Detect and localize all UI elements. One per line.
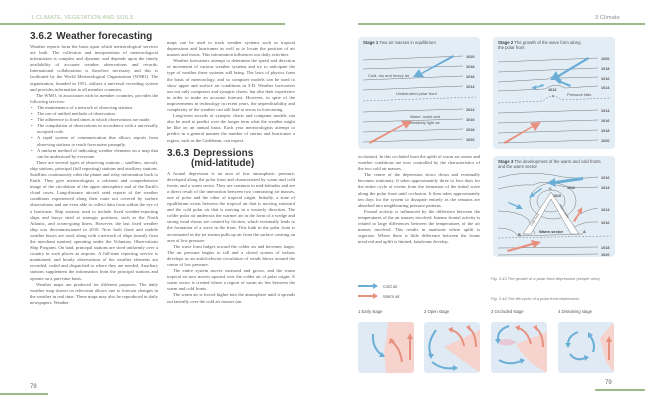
- column-2: [167, 40, 295, 305]
- cold-front-label: Cold front: [529, 212, 541, 227]
- arrowhead: [584, 355, 589, 361]
- section-number: 3.6.2: [30, 31, 53, 42]
- isobar-line: [573, 222, 598, 228]
- column-1: [30, 32, 158, 306]
- section-heading-362: [30, 32, 158, 42]
- footer-rule-left: [0, 393, 48, 395]
- section-title: Depressions: [193, 147, 254, 159]
- point-a-label: A: [583, 230, 586, 234]
- isobar-line: [498, 247, 598, 248]
- arrowhead: [515, 325, 520, 331]
- warm-air-region: [600, 322, 614, 373]
- isobar-value: 1016: [601, 77, 610, 81]
- isobar-value: 1014: [601, 208, 610, 212]
- isobar-line: [498, 68, 598, 72]
- stage2-diagram: [493, 37, 615, 149]
- paragraph: The wave form bulges toward the colder air and becomes larger. The air pressure begins to fall and a closed system of isobars develops as an anticlockwise circulation of winds blows around the centre of low pressure.: [167, 243, 295, 267]
- centre-label: C: [549, 187, 552, 191]
- stage-description: The growth of the wave form along: [514, 40, 581, 45]
- early-stage-diagram: [358, 322, 414, 373]
- section-number: 3.6.3: [167, 147, 190, 159]
- front-label: Undisturbed polar front: [396, 91, 437, 96]
- arrowhead: [466, 325, 470, 331]
- warm-sector-base: [518, 234, 583, 236]
- isobar-line: [498, 130, 598, 133]
- legend: [358, 281, 400, 301]
- cold-flow-arrow: [590, 336, 594, 352]
- occluded-stage-diagram: [491, 322, 547, 373]
- cold-flow-arrow: [432, 362, 454, 368]
- left-page: [0, 0, 322, 403]
- cold-air-arrow: [413, 55, 454, 77]
- page-number-right: 79: [605, 380, 612, 386]
- lifecycle-occluded-stage: [491, 322, 547, 373]
- stage3-isobar-map: [493, 156, 615, 257]
- list-item: • The adherence to fixed times at which observations are made.: [37, 117, 158, 123]
- isobar-value: 1020: [601, 57, 610, 61]
- warm-sector-fronts: [523, 192, 579, 234]
- legend-warm-label: Warm air: [383, 293, 400, 299]
- header-rule-right: [358, 23, 645, 25]
- isobar-line: [498, 110, 598, 113]
- lifecycle-early-stage: [358, 322, 414, 373]
- right-page-text: [358, 154, 480, 245]
- isobar-value: 1014: [466, 108, 475, 112]
- inner-isobar-value: 1010: [553, 194, 561, 198]
- isobar-value: 1018: [466, 128, 475, 132]
- section-title: Weather forecasting: [56, 31, 153, 42]
- isobar-line: [498, 254, 598, 255]
- isobar-line: [363, 66, 463, 69]
- paragraph: Weather reports form the basis upon which meteorological services are built. The collection and interpretation of meteorological information is complex and dynamic and depends upon the timely availability of accurate weather observations and records. International collaboration is therefore necessary and this is facilitated by the World Meteorological Organization (WMO). The organization, founded in 1951, utilizes a universal recording system and provides information to all member countries.: [30, 44, 158, 92]
- dissolving-stage-diagram: [558, 322, 614, 373]
- occlusion-region: [499, 339, 517, 346]
- isobar-value: 1020: [601, 139, 610, 143]
- legend-warm: [358, 291, 400, 301]
- pressure-falls-label: Pressure falls: [567, 92, 592, 97]
- isobar-value: 1018: [601, 67, 610, 71]
- cold-air-arrow-small: [555, 79, 571, 87]
- cold-flow-arrow: [570, 354, 585, 359]
- stage1-diagram: [358, 37, 480, 149]
- cold-flow-arrow: [499, 360, 521, 363]
- cold-flow-arrow: [373, 334, 382, 355]
- stage-label: Stage 2: [498, 40, 514, 45]
- paragraph: occlusion). In this occluded front the uplift of warm air ceases and weather conditions are now controlled by the characteristics of the two cold air masses.: [358, 154, 480, 172]
- isobar-line: [363, 129, 463, 132]
- paragraph: Frontal activity is influenced by the difference between the temperatures of the air masses involved. Intense frontal activity is related to large differences between the temperatures of the air masses involved. This results in anafronts where uplift is vigorous. Where there is little difference between the fronts involved and uplift is limited, katafronts develop.: [358, 208, 480, 245]
- list-item: • A uniform method of indicating weather elements on a map that can be understood by everyone.: [37, 148, 158, 160]
- warm-air-arrow-small: [573, 207, 582, 222]
- warm-air-arrow: [504, 122, 541, 144]
- arrowhead: [448, 327, 453, 333]
- paragraph: The centre of the depression slows down and eventually becomes stationary. It takes approximately three to four days for the entire cycle of events from the formation of the initial wave along the polar front until occlusion. It then takes approximately ten days for the system to dissipate entirely as the remains are absorbed into neighbouring pressure patterns.: [358, 172, 480, 208]
- stage-label: Stage 3: [498, 159, 514, 164]
- isobar-line: [498, 76, 598, 82]
- isobar-line: [363, 86, 463, 90]
- stage-description: and the warm sector: [498, 164, 537, 169]
- paragraph: There are several types of observing stations – satellites, aircraft, ship stations, principal (full reporting) stations and auxiliary stations. Satellites continuously orbit the planet and relay information back to Earth. They give meteorologists a coherent and comprehensive image of the circulation of the upper atmosphere and of the Earth's cloud cover. Long-distance aircraft send reports of the weather conditions experienced along their route not covered by surface observations and are even able to collect data from within the eye of a hurricane. Ship stations used to include fixed weather-reporting ships and buoys sited at strategic positions, such as the North Atlantic, and ocean-going liners. However, the last fixed weather ship was decommissioned in 2010. Now both fixed and mobile weather buoys are used, along with a network of ships (mostly from the merchant marine) operating under the Voluntary Observations Ship Program. On land, principal stations are sited uniformly over a country in such places as airports. A full-time reporting service is maintained, and hourly observations of the weather elements are recorded, coded and dispatched to where they are needed. Auxiliary stations supplement the information from the principal stations and operate on a part-time basis.: [30, 159, 158, 281]
- polar-front-line: [498, 96, 611, 103]
- paragraph: Long-term records of synoptic charts and computer models can also be used to predict over the longer term what the weather might be like on an annual basis. Each year meteorologists attempt to predict in a general manner the number of storms and hurricanes a region, such as the Caribbean, can expect.: [167, 113, 295, 143]
- paragraph: maps can be used to track weather systems such as tropical depressions and hurricanes as well as to locate the position of air masses and fronts. This information influences our daily activities.: [167, 40, 295, 58]
- warm-air-arrow: [507, 240, 541, 252]
- warm-air-label-2: relatively light air: [410, 120, 440, 125]
- stage-description: the polar front: [498, 45, 525, 50]
- stage1-isobar-map: [358, 37, 480, 149]
- cold-flow-arrow: [429, 330, 436, 355]
- polar-front-line: [498, 236, 611, 238]
- isobar-value: 1014: [601, 186, 610, 190]
- section-heading-363: [167, 149, 295, 169]
- arrowhead: [428, 354, 434, 359]
- header-rule-left: [0, 23, 285, 25]
- warm-arrow-icon: [358, 293, 380, 299]
- running-head-left: 1 CLIMATE, VEGETATION AND SOILS: [31, 15, 134, 21]
- low-pressure-value: 1012: [548, 88, 557, 92]
- figure-caption-344: Fig. 3.44 The life-cycle of a polar front depression.: [491, 296, 580, 301]
- paragraph: The entire system moves eastward and grows, and the warm tropical air now moves upward over the colder air of polar origin. A warm sector is created where a region of warm air lies between the warm and cold fronts.: [167, 268, 295, 292]
- isobar-value: 1016: [601, 119, 610, 123]
- cold-air-arrow-small: [508, 202, 523, 209]
- stage3-diagram: [493, 156, 615, 257]
- right-page: [323, 0, 645, 403]
- low-centre-marker: [552, 95, 554, 97]
- isobar-value: 1020: [601, 253, 610, 257]
- footer-rule-right: [595, 389, 645, 391]
- stage-description: The development of the warm and cold fronts: [514, 159, 601, 164]
- stage2-isobar-map: [493, 37, 615, 149]
- warm-air-label-1: Warm, moist and: [410, 114, 441, 119]
- arrowhead: [533, 325, 537, 331]
- list-item: • The use of unified methods of observation.: [37, 111, 158, 117]
- isobar-value: 1018: [601, 246, 610, 250]
- cold-arrow-icon: [358, 283, 380, 289]
- isobar-value: 1014: [601, 86, 610, 90]
- warm-sector-label: Warm sector: [539, 229, 564, 234]
- list-item: • A rapid system of communication that allows reports from observing stations to reach forecasters promptly.: [37, 135, 158, 147]
- arrowhead: [565, 343, 571, 348]
- lifecycle-label-2: 2 Open stage: [424, 309, 450, 314]
- isobar-value: 1020: [466, 138, 475, 142]
- services-list: [30, 105, 158, 160]
- stage-label: Stage 1: [363, 40, 379, 45]
- paragraph: Weather maps are produced for different purposes. The daily weather map shown on television allows one to forecast changes in the weather in real time. These maps may also be reproduced in daily newspapers. Weather: [30, 281, 158, 305]
- isobar-value: 1016: [466, 118, 475, 122]
- lifecycle-dissolving-stage: [558, 322, 614, 373]
- arrowhead: [520, 358, 525, 364]
- list-item: • The maintenance of a network of observing stations.: [37, 105, 158, 111]
- lifecycle-open-stage: [424, 322, 480, 373]
- isobar-line: [498, 140, 598, 143]
- lifecycle-label-1: 1 Early stage: [358, 309, 383, 314]
- warm-front-label: Warm front: [558, 203, 570, 219]
- figure-caption-343: Fig. 3.43 The growth of a polar front depression (simple view): [491, 276, 600, 281]
- cold-air-label: Cold, dry and heavy air: [368, 73, 410, 78]
- isobar-line: [498, 228, 518, 236]
- paragraph: The warm air is forced higher into the atmosphere until it spreads out laterally over the cold air masses (an: [167, 292, 295, 304]
- isobar-value: 1020: [466, 55, 475, 59]
- legend-cold-label: Cold air: [383, 283, 398, 289]
- legend-cold: [358, 281, 400, 291]
- isobar-value: 1016: [466, 75, 475, 79]
- paragraph: The WMO, in association with its member countries, provides the following services:: [30, 92, 158, 104]
- isobar-line: [363, 109, 463, 112]
- arrowhead: [453, 365, 458, 371]
- open-stage-diagram: [424, 322, 480, 373]
- isobar-value: 1014: [601, 109, 610, 113]
- polar-front-line: [363, 97, 476, 101]
- paragraph: A frontal depression is an area of low atmospheric pressure, developed along the polar front and characterized by warm and cold fronts, and a warm sector. They are common in mid-latitudes and are a direct result of the interaction between two contrasting air masses, one of polar and the other of tropical origin. Initially, a state of equilibrium exists between the tropical air that is moving eastward and the cold polar air that is moving in a westerly direction. The colder polar air undercuts the warmer air in the form of a wedge and strong wind shears are created by friction, which eventually leads to the formation of a wave in the front. This kink in the polar front is accentuated as the jet stream pulls up air from the surface creating an area of low pressure.: [167, 170, 295, 243]
- cold-flow-arrow: [568, 332, 578, 344]
- outer-isobar-value: 1012: [567, 186, 575, 190]
- isobar-value: 1016: [601, 221, 610, 225]
- stage-description: Two air masses in equilibrium: [379, 40, 436, 45]
- section-subtitle: (mid-latitude): [191, 157, 255, 169]
- list-item: • The compilation of observations in accordance with a universally accepted code.: [37, 123, 158, 135]
- cold-flow-arrow: [498, 326, 509, 340]
- isobar-value: 1014: [466, 85, 475, 89]
- lifecycle-label-4: 4 Dissolving stage: [558, 309, 592, 314]
- paragraph: Weather forecasters attempt to determine the speed and direction of movement of various weather systems and try to anticipate the type of weather these systems will bring. The laws of physics form the basis of meteorology, and so computer models can be used to show upper and surface air conditions in 3-D. Weather forecasters use not only computers and synoptic charts, but also their experience in order to make an accurate forecast. However, in spite of the improvements in technology in recent years, the unpredictability and complexity of the weather can still lead to errors in forecasting.: [167, 58, 295, 113]
- isobar-value: 1018: [466, 65, 475, 69]
- isobar-value: 1018: [601, 129, 610, 133]
- point-b-label: B: [518, 233, 521, 237]
- page-number-left: 78: [30, 384, 37, 390]
- isobar-line: [498, 120, 598, 123]
- isobar-value: 1016: [601, 176, 610, 180]
- running-head-right: 3 Climate: [594, 15, 620, 21]
- lifecycle-label-3: 3 Occluded stage: [491, 309, 524, 314]
